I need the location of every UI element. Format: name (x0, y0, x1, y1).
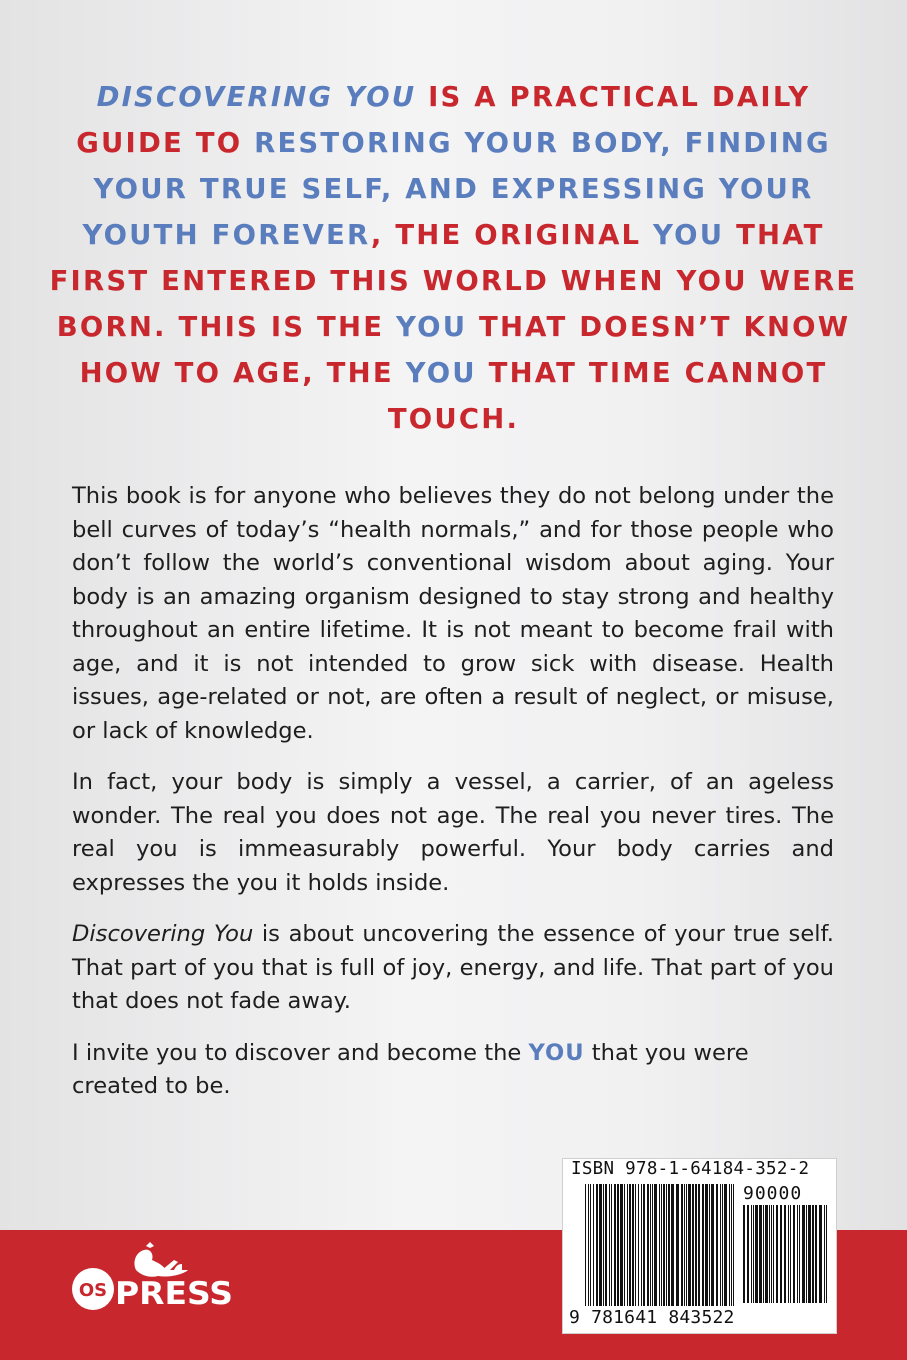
barcode-bar (638, 1184, 639, 1306)
paragraph-4-text: I invite you to discover and become the (72, 1039, 529, 1066)
barcode-bar (590, 1184, 591, 1306)
barcode-bar (614, 1184, 616, 1306)
barcode-bar (676, 1184, 679, 1306)
barcode-bar (755, 1205, 758, 1303)
barcode-bar (780, 1205, 782, 1303)
barcode-bar (609, 1184, 610, 1306)
headline-text: THAT FIRST ENTERED THIS WORLD WHEN YOU WERE BORN. THIS IS THE (49, 219, 858, 343)
barcode-bar (784, 1205, 786, 1303)
barcode-bar (771, 1205, 772, 1303)
isbn-number: ISBN 978-1-64184-352-2 (571, 1159, 810, 1179)
barcode-bar (641, 1184, 642, 1306)
barcode-bar (588, 1184, 589, 1306)
price-code: 90000 (743, 1183, 803, 1204)
barcode-bar (702, 1184, 704, 1306)
barcode-bar (806, 1205, 807, 1303)
paragraph-4-text: that you were created to be. (72, 1039, 749, 1099)
publisher-logo-graphic (70, 1240, 240, 1320)
barcode-bar (720, 1184, 721, 1306)
barcode-bar (617, 1184, 619, 1306)
barcode-bar (815, 1205, 817, 1303)
barcode-bar (812, 1205, 814, 1303)
barcode-bar (826, 1205, 827, 1303)
body-copy (72, 480, 834, 1122)
paragraph-3-text: is about uncovering the essence of your true self. That part of you that is full of joy, energy, and life. That part of you that does not fade away. (72, 921, 834, 1014)
barcode-bar (650, 1184, 651, 1306)
barcode-bar (765, 1205, 768, 1303)
paragraph-1: This book is for anyone who believes they do not belong under the bell curves of today’s “health normals,” and for those people who don’t follow the world’s conventional wisdom about aging. Your body is an amazing organism designed to stay strong and healthy throughout an entire lifetime. It is not meant to become frail with age, and it is not intended to grow sick with disease. Health issues, age-related or not, are often a result of neglect, or misuse, or lack of knowledge. (72, 483, 834, 744)
barcode-bar (666, 1184, 667, 1306)
paragraph-4 (72, 1037, 834, 1104)
barcode-bar (605, 1184, 607, 1306)
headline-text: IS A PRACTICAL DAILY GUIDE TO (76, 81, 811, 159)
barcode-bar (654, 1184, 657, 1306)
barcode-bar (769, 1205, 770, 1303)
headline-highlight: AND EXPRESSING YOUR YOUTH FOREVER (82, 173, 814, 251)
barcode-bar (747, 1205, 749, 1303)
barcode-bar (624, 1184, 625, 1306)
barcode-bar (593, 1184, 594, 1306)
barcode-bar (692, 1184, 694, 1306)
barcode-bar (620, 1184, 623, 1306)
barcode-bar (776, 1205, 778, 1303)
barcode-bar (751, 1205, 752, 1303)
barcode-bar (705, 1184, 708, 1306)
barcode-bar (753, 1205, 754, 1303)
ean-barcode-bars (585, 1184, 737, 1306)
isbn-barcode (562, 1158, 837, 1334)
barcode-bar (596, 1184, 598, 1306)
headline-text: THAT DOESN’T KNOW HOW TO AGE, THE (79, 311, 851, 389)
barcode-bar (661, 1184, 662, 1306)
barcode-bar (629, 1184, 631, 1306)
barcode-bar (684, 1184, 685, 1306)
barcode-bar (759, 1205, 762, 1303)
headline-you: YOU (395, 311, 468, 343)
paragraph-2: In fact, your body is simply a vessel, a carrier, of an ageless wonder. The real you does not age. The real you never tires. The real you is immeasurably powerful. Your body carries and expresses the you it holds inside. (72, 769, 834, 896)
reading-child-icon (134, 1242, 188, 1277)
paragraph-4-you: YOU (528, 1039, 585, 1066)
barcode-bar (743, 1205, 745, 1303)
barcode-bar (686, 1184, 687, 1306)
paragraph-3 (72, 918, 834, 1019)
headline-text: , THE ORIGINAL (370, 219, 654, 251)
barcode-bar (790, 1205, 791, 1303)
headline-book-title: DISCOVERING YOU (96, 81, 417, 113)
barcode-bar (709, 1184, 710, 1306)
addon-barcode-bars (743, 1205, 829, 1303)
logo-os-text: OS (78, 1280, 108, 1301)
headline-blurb (40, 74, 867, 442)
barcode-bar (698, 1184, 700, 1306)
barcode-bar (733, 1184, 734, 1306)
barcode-bar (688, 1184, 691, 1306)
barcode-bar (793, 1205, 795, 1303)
barcode-bar (647, 1184, 649, 1306)
barcode-bar (797, 1205, 798, 1303)
barcode-bar (711, 1184, 714, 1306)
barcode-bar (643, 1184, 645, 1306)
barcode-bar (802, 1205, 805, 1303)
barcode-bar (611, 1184, 612, 1306)
barcode-bar (635, 1184, 636, 1306)
barcode-bar (659, 1184, 660, 1306)
barcode-bar (824, 1205, 825, 1303)
headline-highlight: RESTORING YOUR BODY, FINDING YOUR TRUE SELF, (93, 127, 831, 205)
barcode-bar (668, 1184, 670, 1306)
barcode-bar (808, 1205, 811, 1303)
headline-you: YOU (405, 357, 477, 389)
barcode-bar (731, 1184, 732, 1306)
barcode-bar (599, 1184, 602, 1306)
publisher-logo (70, 1240, 240, 1320)
barcode-bar (716, 1184, 718, 1306)
barcode-bar (652, 1184, 653, 1306)
barcode-bar (729, 1184, 730, 1306)
headline-text: THAT TIME CANNOT TOUCH. (387, 357, 828, 435)
barcode-bar (799, 1205, 800, 1303)
barcode-bar (819, 1205, 822, 1303)
ean-number: 9 781641 843522 (569, 1307, 735, 1328)
barcode-bar (722, 1184, 723, 1306)
barcode-bar (695, 1184, 697, 1306)
barcode-bar (671, 1184, 674, 1306)
barcode-bar (603, 1184, 604, 1306)
barcode-bar (632, 1184, 634, 1306)
barcode-bar (763, 1205, 764, 1303)
logo-press-text: PRESS (115, 1276, 233, 1312)
headline-you: YOU (653, 219, 725, 251)
barcode-bar (585, 1184, 586, 1306)
book-title-italic: Discovering You (72, 921, 254, 947)
barcode-bar (773, 1205, 774, 1303)
barcode-bar (681, 1184, 683, 1306)
barcode-bar (627, 1184, 628, 1306)
barcode-bar (724, 1184, 727, 1306)
barcode-bar (663, 1184, 665, 1306)
barcode-bar (788, 1205, 789, 1303)
